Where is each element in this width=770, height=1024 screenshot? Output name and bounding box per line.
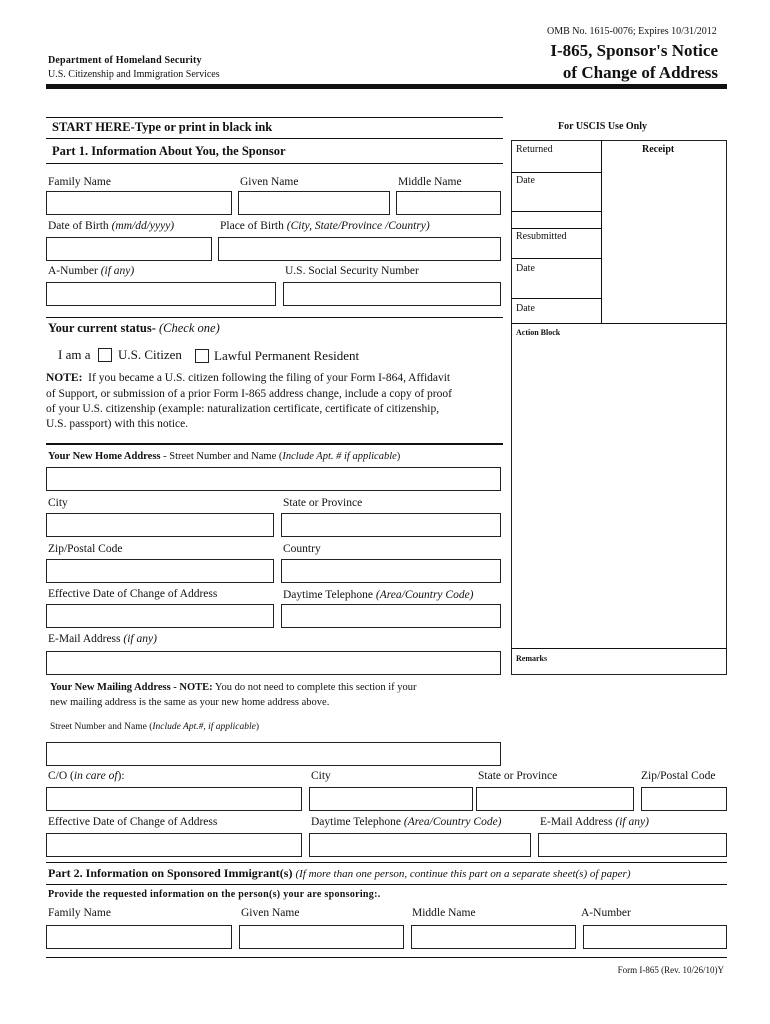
us-citizen-label: U.S. Citizen [118,347,182,362]
status-label: Your current status- (Check one) [48,321,220,335]
lpr-checkbox[interactable] [195,349,209,363]
part2-anumber-label: A-Number [581,907,631,919]
mailing-address-title-line2: new mailing address is the same as your new home address above. [50,697,330,708]
header-rule [46,84,727,89]
uscis-action-block: Action Block [516,328,561,337]
mailing-address-title: Your New Mailing Address - NOTE: You do not need to complete this section if your [50,682,417,693]
uscis-rule-5 [511,298,602,299]
start-rule-mid [46,138,503,139]
mailing-city-input[interactable] [309,787,473,811]
uscis-rule-3 [511,228,602,229]
uscis-resubmitted: Resubmitted [516,231,567,242]
home-rule [46,443,503,445]
part2-given-name-label: Given Name [241,907,300,919]
home-city-label: City [48,497,68,509]
note-line-2: of Support, or submission of a prior Form I-865 address change, include a copy of proof [46,388,452,400]
mailing-co-input[interactable] [46,787,302,811]
lpr-label: Lawful Permanent Resident [214,348,360,363]
uscis-rule-7 [511,648,727,649]
part2-title: Part 2. Information on Sponsored Immigrant(s) (If more than one person, continue this part on a separate sheet(s) of paper) [48,866,631,880]
mailing-city-label: City [311,770,331,782]
middle-name-label: Middle Name [398,176,462,188]
uscis-rule-2 [511,211,602,212]
part1-title: Part 1. Information About You, the Sponsor [52,144,286,158]
uscis-date-2: Date [516,263,535,274]
part2-rule-top [46,862,727,863]
home-zip-input[interactable] [46,559,274,583]
family-name-input[interactable] [46,191,232,215]
mailing-phone-label: Daytime Telephone (Area/Country Code) [311,816,502,828]
mailing-street-label: Street Number and Name (Include Apt.#, if applicable) [50,722,260,732]
uscis-remarks: Remarks [516,654,548,663]
home-state-label: State or Province [283,497,363,509]
note-line-4: U.S. passport) with this notice. [46,418,189,430]
uscis-col-divider [601,140,602,324]
note-line-3: of your U.S. citizenship (example: naturalization certificate, certificate of citizenship, [46,403,440,415]
uscis-rule-6 [511,323,727,324]
dob-label: Date of Birth (mm/dd/yyyy) [48,220,175,232]
form-title-line1: I-865, Sponsor's Notice [550,41,718,60]
anumber-input[interactable] [46,282,276,306]
mailing-street-input[interactable] [46,742,501,766]
mailing-co-label: C/O (in care of): [48,770,125,782]
anumber-label: A-Number (if any) [48,265,135,277]
part1-rule [46,163,503,164]
mailing-effective-date-input[interactable] [46,833,302,857]
ssn-input[interactable] [283,282,501,306]
uscis-rule-4 [511,258,602,259]
uscis-receipt: Receipt [642,144,675,155]
mailing-state-input[interactable] [476,787,634,811]
part2-instructions: Provide the requested information on the person(s) your are sponsoring:. [48,889,381,900]
home-country-input[interactable] [281,559,501,583]
uscis-use-title: For USCIS Use Only [558,121,647,132]
uscis-date-3: Date [516,303,535,314]
part2-family-name-label: Family Name [48,907,111,919]
us-citizen-checkbox[interactable] [98,348,112,362]
middle-name-input[interactable] [396,191,501,215]
dob-input[interactable] [46,237,212,261]
uscis-date-1: Date [516,175,535,186]
home-country-label: Country [283,543,321,555]
home-address-title: Your New Home Address - Street Number and Name (Include Apt. # if applicable) [48,451,401,462]
pob-input[interactable] [218,237,501,261]
omb-number: OMB No. 1615-0076; Expires 10/31/2012 [547,26,717,37]
home-phone-input[interactable] [281,604,501,628]
part2-middle-name-input[interactable] [411,925,576,949]
mailing-zip-label: Zip/Postal Code [641,770,716,782]
start-rule-top [46,117,503,118]
home-state-input[interactable] [281,513,501,537]
given-name-input[interactable] [238,191,390,215]
given-name-label: Given Name [240,176,299,188]
home-email-input[interactable] [46,651,501,675]
part2-middle-name-label: Middle Name [412,907,476,919]
i-am-a-label: I am a [58,347,91,362]
home-city-input[interactable] [46,513,274,537]
start-here-heading: START HERE-Type or print in black ink [52,120,273,134]
home-email-label: E-Mail Address (if any) [48,633,157,645]
uscis-rule-1 [511,172,602,173]
mailing-phone-input[interactable] [309,833,531,857]
mailing-email-input[interactable] [538,833,727,857]
part2-anumber-input[interactable] [583,925,727,949]
home-effective-date-label: Effective Date of Change of Address [48,588,218,600]
home-effective-date-input[interactable] [46,604,274,628]
home-phone-label: Daytime Telephone (Area/Country Code) [283,589,474,601]
note-line-1: NOTE: If you became a U.S. citizen following the filing of your Form I-864, Affidavit [46,372,451,384]
home-zip-label: Zip/Postal Code [48,543,123,555]
uscis-use-panel [511,140,727,675]
mailing-effective-date-label: Effective Date of Change of Address [48,816,218,828]
agency-name: Department of Homeland Security [48,55,202,66]
agency-subname: U.S. Citizenship and Immigration Services [48,69,220,80]
part2-family-name-input[interactable] [46,925,232,949]
part2-given-name-input[interactable] [239,925,404,949]
mailing-state-label: State or Province [478,770,558,782]
ssn-label: U.S. Social Security Number [285,265,419,277]
bottom-rule [46,957,727,958]
status-rule [46,317,503,318]
mailing-zip-input[interactable] [641,787,727,811]
family-name-label: Family Name [48,176,111,188]
mailing-email-label: E-Mail Address (if any) [540,816,649,828]
form-revision-footer: Form I-865 (Rev. 10/26/10)Y [617,965,724,975]
uscis-returned: Returned [516,144,553,155]
part2-rule-mid [46,884,727,885]
form-title-line2: of Change of Address [562,63,718,82]
home-street-input[interactable] [46,467,501,491]
pob-label: Place of Birth (City, State/Province /Country) [220,220,430,232]
